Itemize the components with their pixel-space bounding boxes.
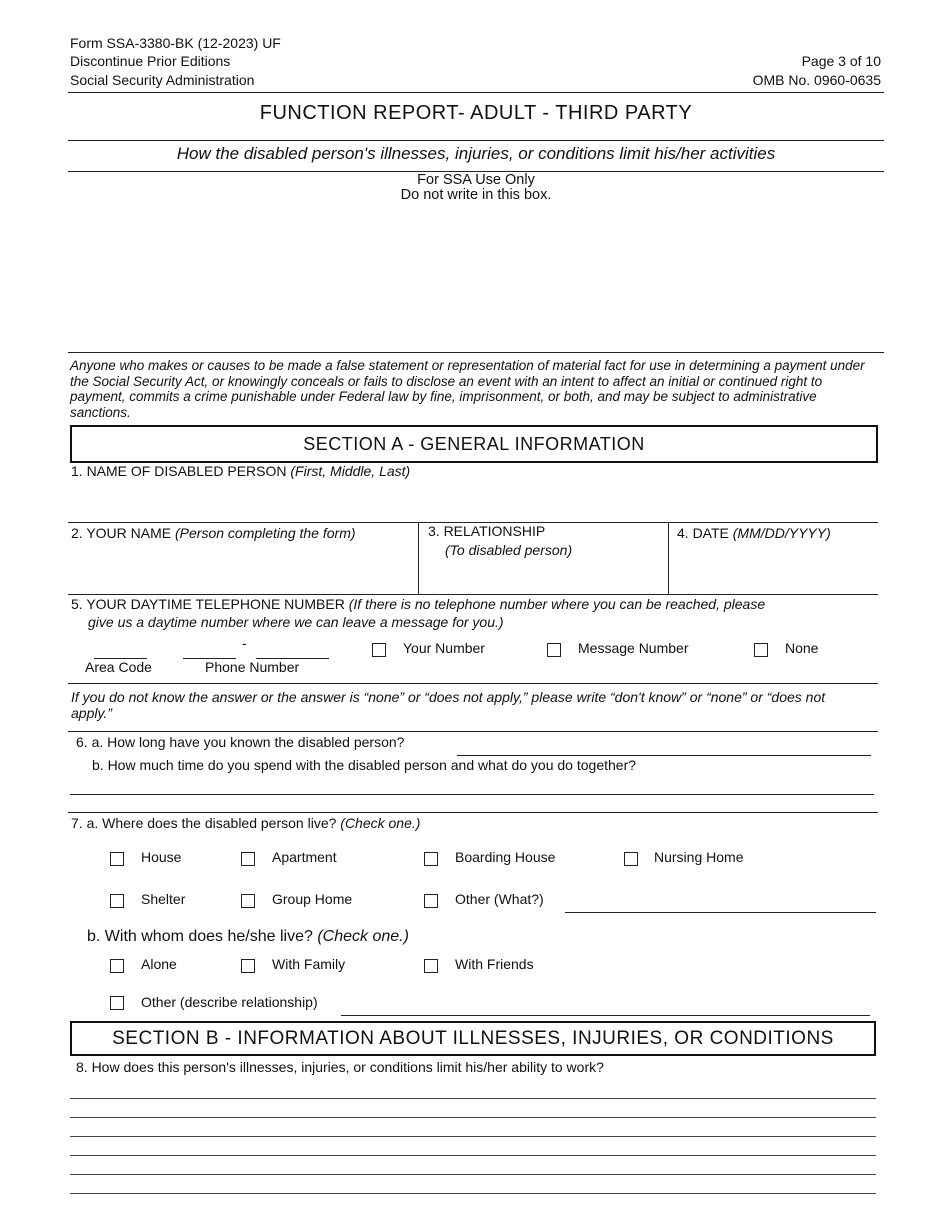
area-code-label: Area Code — [85, 659, 152, 675]
date-input[interactable] — [674, 566, 874, 584]
q6a-label: 6. a. How long have you known the disabled person? — [76, 734, 405, 750]
q4-hint: (MM/DD/YYYY) — [732, 525, 831, 541]
ssa-use-line1: For SSA Use Only — [417, 172, 535, 188]
form-id: Form SSA-3380-BK (12-2023) UF — [70, 35, 281, 51]
q5-hint-line2: give us a daytime number where we can leave a message for you.) — [88, 614, 504, 630]
phone-number-label: Phone Number — [205, 659, 300, 675]
q3-label: 3. RELATIONSHIP — [428, 523, 546, 539]
other-residence-input[interactable] — [565, 894, 876, 913]
group-home-checkbox[interactable] — [241, 894, 255, 908]
q1-hint: (First, Middle, Last) — [290, 463, 411, 479]
q2-label-text: 2. YOUR NAME — [71, 525, 172, 541]
q3-q4-divider — [668, 522, 669, 594]
phone-line-input[interactable] — [256, 640, 329, 659]
with-friends-label: With Friends — [455, 956, 534, 972]
agency-name: Social Security Administration — [70, 72, 255, 88]
q5-rule — [68, 683, 878, 684]
nursing-home-label: Nursing Home — [654, 849, 744, 865]
none-label: None — [785, 640, 819, 656]
page-number: Page 3 of 10 — [801, 53, 881, 69]
q7b-hint: (Check one.) — [317, 928, 409, 945]
q4-label-text: 4. DATE — [677, 525, 729, 541]
alone-checkbox[interactable] — [110, 959, 124, 973]
house-checkbox[interactable] — [110, 852, 124, 866]
q2-hint: (Person completing the form) — [175, 525, 356, 541]
title-rule-top — [68, 140, 884, 141]
with-family-label: With Family — [272, 956, 346, 972]
q1-label-text: 1. NAME OF DISABLED PERSON — [71, 463, 287, 479]
house-label: House — [141, 849, 182, 865]
disabled-person-name-input[interactable] — [70, 498, 876, 516]
with-friends-checkbox[interactable] — [424, 959, 438, 973]
q6-rule — [68, 812, 878, 813]
q7a-label — [71, 815, 420, 831]
q8-answer-line[interactable] — [70, 1155, 876, 1156]
your-number-checkbox[interactable] — [372, 643, 386, 657]
alone-label: Alone — [141, 956, 177, 972]
your-name-input[interactable] — [72, 565, 412, 583]
section-b-header: SECTION B - INFORMATION ABOUT ILLNESSES, INJURIES, OR CONDITIONS — [70, 1021, 876, 1056]
phone-dash: - — [242, 635, 247, 651]
q3-hint: (To disabled person) — [445, 542, 573, 558]
other-relationship-label: Other (describe relationship) — [141, 994, 318, 1010]
q8-answer-line[interactable] — [70, 1136, 876, 1137]
known-duration-input[interactable] — [457, 737, 871, 756]
boarding-house-checkbox[interactable] — [424, 852, 438, 866]
penalty-warning: Anyone who makes or causes to be made a false statement or representation of material fact for use in determining a payment under the Social Security Act, or knowingly conceals or fails to disclose an event with an intent to affect an initial or continued right to payment, commits a crime punishable under Federal law by fine, imprisonment, or both, and may be subject to administrative sanctions. — [70, 358, 865, 420]
none-checkbox[interactable] — [754, 643, 768, 657]
q7b-label-text: b. With whom does he/she live? — [87, 928, 313, 945]
time-spent-input[interactable] — [70, 776, 874, 795]
your-number-label: Your Number — [403, 640, 485, 656]
page-subtitle: How the disabled person's illnesses, injuries, or conditions limit his/her activities — [176, 144, 776, 163]
discontinue-note: Discontinue Prior Editions — [70, 53, 231, 69]
q6b-label: b. How much time do you spend with the disabled person and what do you do together? — [92, 757, 637, 773]
section-a-header: SECTION A - GENERAL INFORMATION — [70, 425, 878, 463]
q8-answer-line[interactable] — [70, 1193, 876, 1194]
message-number-checkbox[interactable] — [547, 643, 561, 657]
phone-prefix-input[interactable] — [183, 640, 236, 659]
q8-label: 8. How does this person's illnesses, injuries, or conditions limit his/her ability to work? — [76, 1059, 604, 1075]
relationship-input[interactable] — [424, 566, 664, 584]
omb-number: OMB No. 0960-0635 — [752, 72, 881, 88]
nursing-home-checkbox[interactable] — [624, 852, 638, 866]
other-residence-label: Other (What?) — [455, 891, 544, 907]
q8-answer-line[interactable] — [70, 1117, 876, 1118]
dont-know-note: If you do not know the answer or the answer is “none” or “does not apply,” please write “don't know” or “none” or “does not apply.” — [71, 689, 826, 721]
apartment-label: Apartment — [272, 849, 337, 865]
message-number-label: Message Number — [578, 640, 689, 656]
other-residence-checkbox[interactable] — [424, 894, 438, 908]
q5-label — [71, 595, 871, 614]
q2-label — [71, 525, 356, 541]
group-home-label: Group Home — [272, 891, 353, 907]
note-rule — [68, 731, 878, 732]
q5-label-text: 5. YOUR DAYTIME TELEPHONE NUMBER — [71, 596, 345, 612]
q8-answer-line[interactable] — [70, 1174, 876, 1175]
page-title: FUNCTION REPORT- ADULT - THIRD PARTY — [259, 102, 693, 124]
ssa-use-box — [68, 173, 884, 203]
other-relationship-checkbox[interactable] — [110, 996, 124, 1010]
other-relationship-input[interactable] — [341, 997, 870, 1016]
q5-hint-line1: (If there is no telephone number where you can be reached, please — [348, 596, 766, 612]
shelter-checkbox[interactable] — [110, 894, 124, 908]
shelter-label: Shelter — [141, 891, 186, 907]
q7b-label — [87, 928, 409, 946]
ssa-box-rule — [68, 352, 884, 353]
q4-label — [677, 525, 831, 541]
q7a-hint: (Check one.) — [340, 815, 421, 831]
ssa-use-line2: Do not write in this box. — [400, 187, 552, 203]
header-rule — [68, 92, 884, 93]
q8-answer-line[interactable] — [70, 1098, 876, 1099]
apartment-checkbox[interactable] — [241, 852, 255, 866]
q2-q3-divider — [418, 522, 419, 594]
with-family-checkbox[interactable] — [241, 959, 255, 973]
boarding-house-label: Boarding House — [455, 849, 556, 865]
q1-label — [71, 463, 410, 479]
area-code-input[interactable] — [94, 640, 147, 659]
q7a-label-text: 7. a. Where does the disabled person live? — [71, 815, 337, 831]
